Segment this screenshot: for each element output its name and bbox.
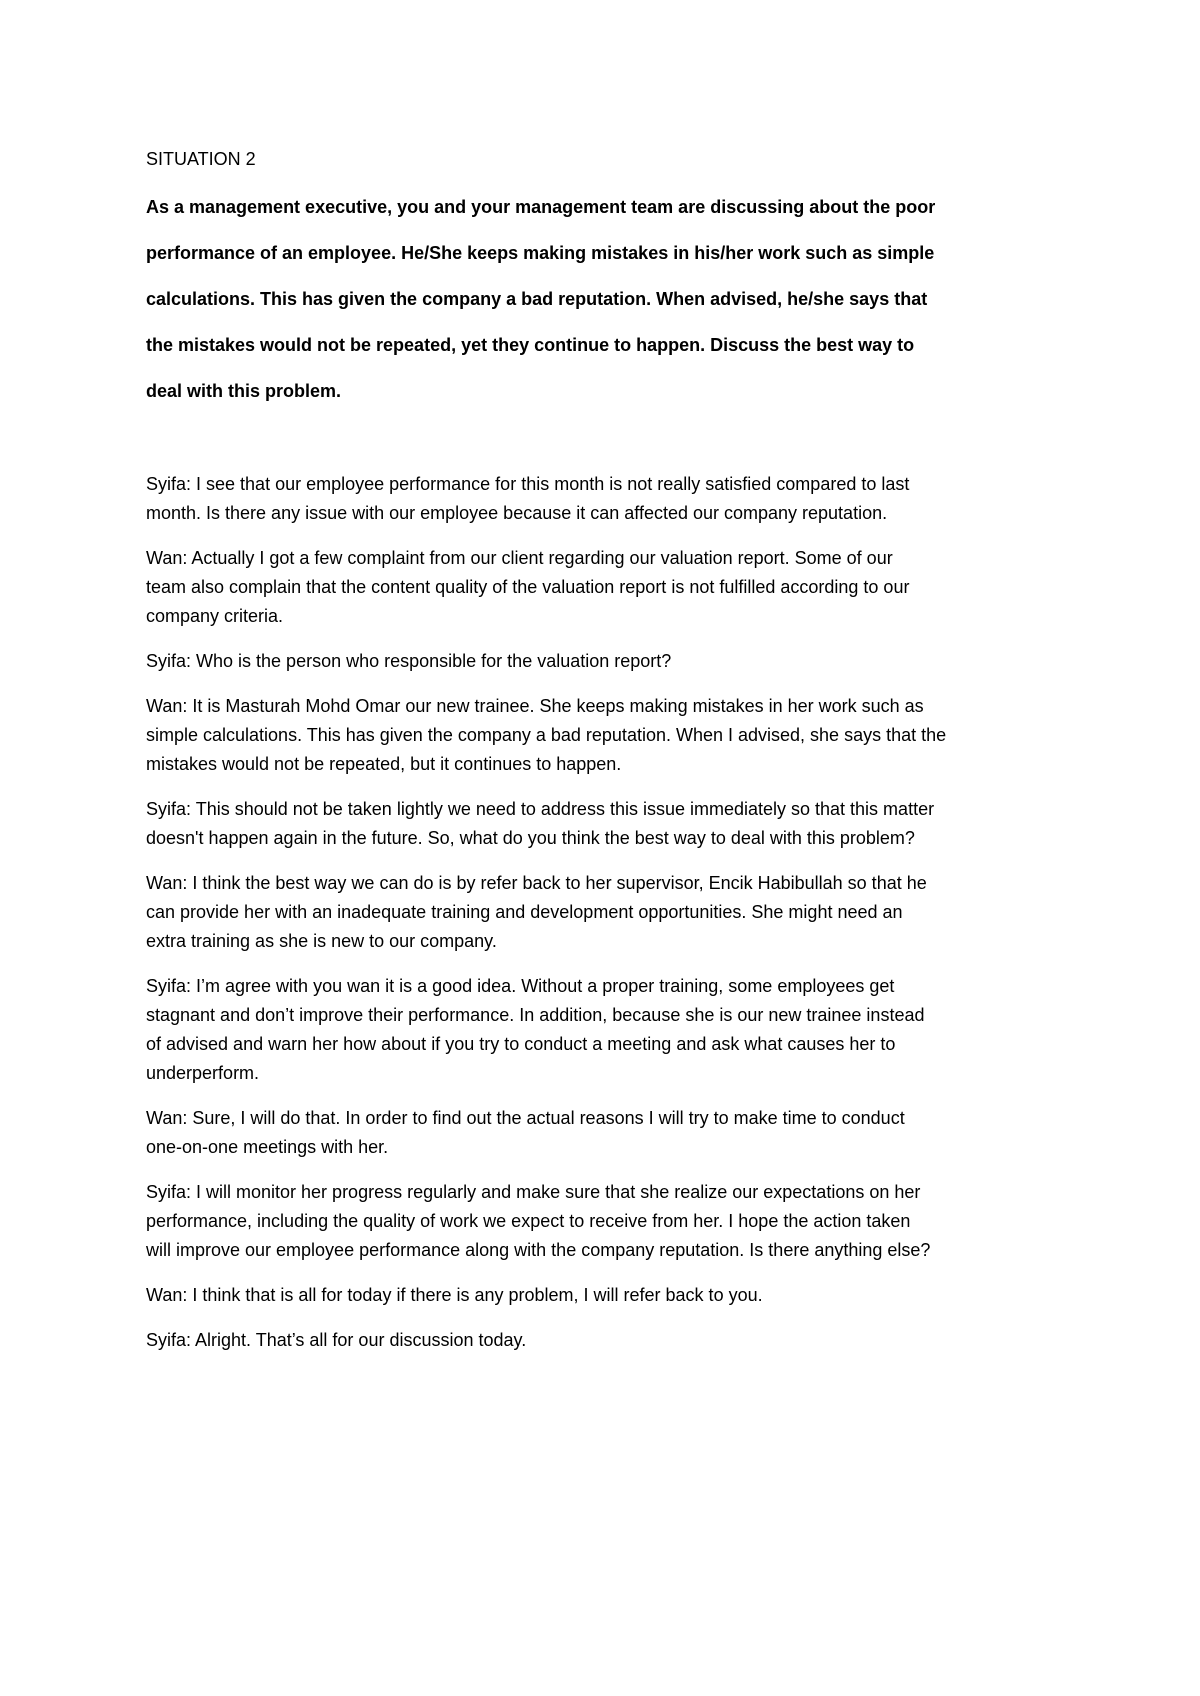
prompt-line: As a management executive, you and your management team are discussing about the poor bbox=[146, 197, 936, 217]
dialogue-line: Syifa: I’m agree with you wan it is a good idea. Without a proper training, some employees get bbox=[146, 976, 895, 996]
situation-heading: SITUATION 2 bbox=[146, 149, 256, 169]
dialogue-line: mistakes would not be repeated, but it continues to happen. bbox=[146, 754, 622, 774]
dialogue-turn bbox=[146, 972, 1066, 1088]
dialogue-line: stagnant and don’t improve their performance. In addition, because she is our new trainee instead bbox=[146, 1005, 925, 1025]
dialogue bbox=[146, 470, 1066, 1355]
prompt-line: deal with this problem. bbox=[146, 381, 342, 401]
document-content bbox=[146, 146, 1066, 1371]
dialogue-line: will improve our employee performance along with the company reputation. Is there anything else? bbox=[146, 1240, 931, 1260]
prompt-line: performance of an employee. He/She keeps making mistakes in his/her work such as simple bbox=[146, 243, 935, 263]
dialogue-line: underperform. bbox=[146, 1063, 260, 1083]
dialogue-line: team also complain that the content quality of the valuation report is not fulfilled according to our bbox=[146, 577, 910, 597]
dialogue-line: Wan: Sure, I will do that. In order to find out the actual reasons I will try to make time to conduct bbox=[146, 1108, 905, 1128]
dialogue-line: month. Is there any issue with our employee because it can affected our company reputation. bbox=[146, 503, 888, 523]
dialogue-line: simple calculations. This has given the company a bad reputation. When I advised, she says that the bbox=[146, 725, 947, 745]
dialogue-line: doesn't happen again in the future. So, what do you think the best way to deal with this problem? bbox=[146, 828, 915, 848]
dialogue-turn bbox=[146, 795, 1066, 853]
dialogue-line: Wan: I think that is all for today if there is any problem, I will refer back to you. bbox=[146, 1285, 763, 1305]
dialogue-turn bbox=[146, 544, 1066, 631]
situation-prompt bbox=[146, 184, 1066, 414]
dialogue-turn bbox=[146, 1178, 1066, 1265]
dialogue-turn bbox=[146, 1104, 1066, 1162]
dialogue-line: Wan: It is Masturah Mohd Omar our new trainee. She keeps making mistakes in her work such as bbox=[146, 696, 924, 716]
prompt-line: calculations. This has given the company a bad reputation. When advised, he/she says that bbox=[146, 289, 928, 309]
dialogue-line: company criteria. bbox=[146, 606, 284, 626]
dialogue-line: extra training as she is new to our company. bbox=[146, 931, 497, 951]
dialogue-line: performance, including the quality of work we expect to receive from her. I hope the action taken bbox=[146, 1211, 911, 1231]
dialogue-turn bbox=[146, 1326, 1066, 1355]
dialogue-turn bbox=[146, 470, 1066, 528]
dialogue-turn bbox=[146, 647, 1066, 676]
dialogue-turn bbox=[146, 692, 1066, 779]
dialogue-line: Syifa: I will monitor her progress regularly and make sure that she realize our expectations on her bbox=[146, 1182, 921, 1202]
dialogue-line: Wan: Actually I got a few complaint from our client regarding our valuation report. Some of our bbox=[146, 548, 893, 568]
dialogue-line: Syifa: Alright. That’s all for our discussion today. bbox=[146, 1330, 527, 1350]
dialogue-turn bbox=[146, 869, 1066, 956]
dialogue-turn bbox=[146, 1281, 1066, 1310]
dialogue-line: Syifa: This should not be taken lightly we need to address this issue immediately so that this matter bbox=[146, 799, 935, 819]
dialogue-line: can provide her with an inadequate training and development opportunities. She might need an bbox=[146, 902, 903, 922]
dialogue-line: one-on-one meetings with her. bbox=[146, 1137, 389, 1157]
dialogue-line: Syifa: Who is the person who responsible for the valuation report? bbox=[146, 651, 672, 671]
dialogue-line: Wan: I think the best way we can do is by refer back to her supervisor, Encik Habibullah so that he bbox=[146, 873, 927, 893]
dialogue-line: of advised and warn her how about if you try to conduct a meeting and ask what causes her to bbox=[146, 1034, 896, 1054]
dialogue-line: Syifa: I see that our employee performance for this month is not really satisfied compared to last bbox=[146, 474, 910, 494]
prompt-line: the mistakes would not be repeated, yet they continue to happen. Discuss the best way to bbox=[146, 335, 915, 355]
